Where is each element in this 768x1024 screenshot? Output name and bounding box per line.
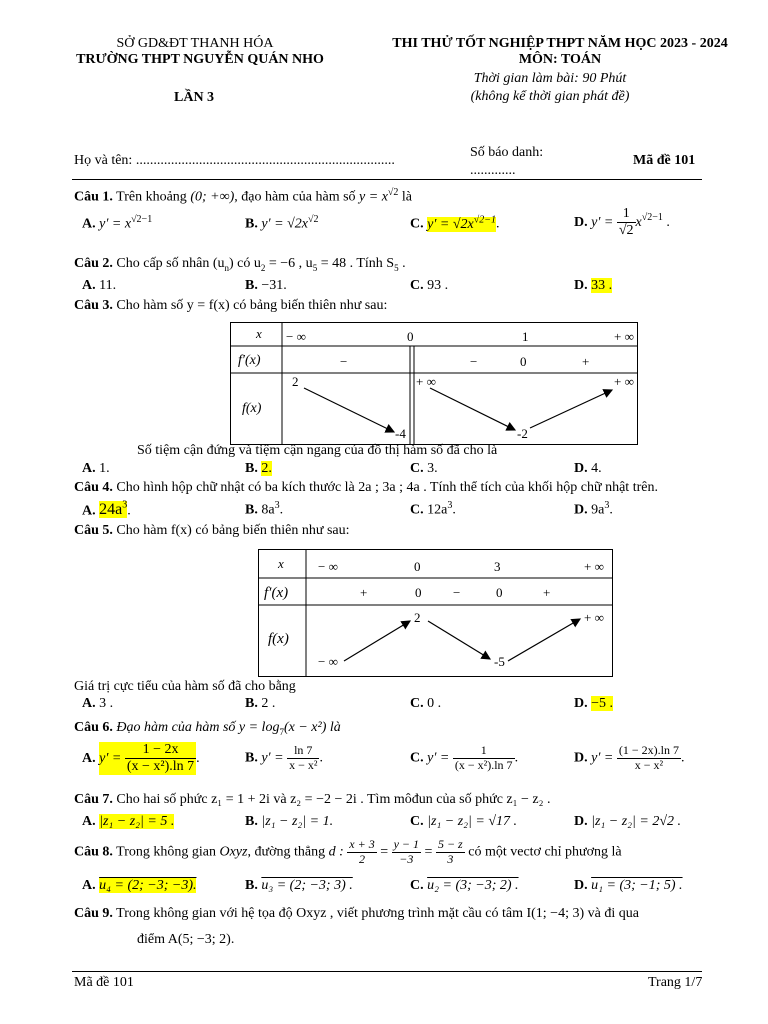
q4-option-d[interactable]: D. $9a^3$. (574, 500, 613, 518)
exam-round: LẦN 3 (174, 90, 215, 105)
subject: MÔN: TOÁN (518, 52, 602, 67)
sign: 0 (415, 585, 422, 600)
x-value: + ∞ (614, 329, 634, 344)
footer-divider (72, 971, 702, 972)
decrease-arrow (304, 388, 394, 432)
page-number: Trang 1/7 (648, 975, 703, 990)
increase-arrow (344, 621, 410, 661)
q5-option-d[interactable]: D. −5 . (574, 696, 614, 711)
sign: 0 (496, 585, 503, 600)
question-8: Câu 8. Trong không gian Oxyz, đường thẳng d : $\frac{x + 3}{2}$ = $\frac{y - 1}{-3}$ = $\frac{5 - z}{3}$ có một vectơ chỉ phương là (74, 837, 622, 866)
x-value: − ∞ (286, 329, 306, 344)
q1-option-a[interactable]: A. $y' = x^{√2-1}$ (82, 214, 153, 232)
sign: 0 (520, 354, 527, 369)
exam-title: THI THỬ TỐT NGHIỆP THPT NĂM HỌC 2023 - 2024 (392, 36, 728, 51)
sign: − (470, 354, 478, 369)
time-limit: Thời gian làm bài: 90 Phút (473, 71, 627, 86)
table-fp-header: f′(x) (264, 585, 289, 601)
x-value: 0 (407, 329, 414, 344)
x-value: 0 (414, 559, 421, 574)
q7-option-b[interactable]: B. |z₁ − z₂| = 1. (245, 814, 334, 829)
q3-option-c[interactable]: C. 3. (410, 461, 438, 476)
q2-option-b[interactable]: B. −31. (245, 278, 287, 293)
question-label: Câu 5. (74, 523, 113, 538)
table-x-header: x (256, 326, 262, 341)
question-4: Câu 4. Cho hình hộp chữ nhật có ba kích thước là 2a ; 3a ; 4a . Tính thể tích của khối hộp chữ nhật trên. (74, 480, 658, 495)
q5-option-c[interactable]: C. 0 . (410, 696, 442, 711)
question-label: Câu 4. (74, 480, 113, 495)
question-label: Câu 1. (74, 189, 113, 205)
q7-option-c[interactable]: C. |z₁ − z₂| = √17 . (410, 814, 518, 829)
x-value: 3 (494, 559, 501, 574)
q8-option-b[interactable]: B. u₃ = (2; −3; 3) . (245, 878, 353, 893)
x-value: 1 (522, 329, 529, 344)
q4-option-a[interactable]: A. $24a^3$. (82, 500, 131, 519)
sign: + (582, 354, 590, 369)
question-5: Câu 5. Cho hàm f(x) có bảng biến thiên như sau: (74, 523, 350, 538)
question-2: Câu 2. Cho cấp số nhân $(u_n)$ có $u_2 = -6$ , $u_5 = 48$ . Tính $S_5$ . (74, 256, 406, 273)
q1-option-c[interactable]: C. $y' = √2x^{√2-1}$. (410, 214, 500, 232)
f-value: -5 (494, 654, 505, 669)
question-9: Câu 9. Trong không gian với hệ tọa độ Oxyz , viết phương trình mặt cầu có tâm I(1; −4; 3) và đi qua (74, 906, 639, 921)
question-label: Câu 2. (74, 256, 113, 271)
candidate-id-dots: ............. (470, 163, 516, 178)
q3-option-b[interactable]: B. 2. (245, 461, 272, 476)
question-label: Câu 8. (74, 844, 113, 860)
q1-option-d[interactable]: D. y′ = $\frac{1}{√2}$ $x^{√2-1}$ . (574, 206, 670, 239)
question-label: Câu 9. (74, 906, 113, 921)
sign: + (543, 585, 551, 600)
f-value: + ∞ (584, 610, 604, 625)
q6-option-d[interactable]: D. y′ = $\frac{(1 - 2x).\ln 7}{\text{x − x²}}$ . (574, 743, 685, 772)
f-value: -2 (517, 426, 528, 441)
decrease-arrow (430, 388, 515, 430)
variation-table-q3 (230, 322, 638, 445)
question-label: Câu 7. (74, 792, 113, 807)
candidate-id-label: Số báo danh: (470, 145, 544, 160)
question-7: Câu 7. Cho hai số phức z₁ = 1 + 2i và z₂ = −2 − 2i . Tìm môđun của số phức z₁ − z₂ . (74, 792, 551, 807)
table-x-header: x (278, 556, 284, 571)
q7-option-a[interactable]: A. |z₁ − z₂| = 5 . (82, 814, 175, 829)
question-9-line-2: điểm A(5; −3; 2). (137, 932, 235, 947)
q3-option-a[interactable]: A. 1. (82, 461, 110, 476)
q7-option-d[interactable]: D. |z₁ − z₂| = 2√2 . (574, 814, 682, 829)
f-value: 2 (414, 610, 421, 625)
q8-option-c[interactable]: C. u₂ = (3; −3; 2) . (410, 878, 519, 893)
question-3: Câu 3. Cho hàm số y = f(x) có bảng biến thiên như sau: (74, 298, 388, 313)
variation-table-q5 (258, 549, 613, 677)
f-value: + ∞ (614, 374, 634, 389)
q4-option-c[interactable]: C. $12a^3$. (410, 500, 456, 518)
footer-exam-code: Mã đề 101 (74, 975, 134, 990)
q5-option-a[interactable]: A. 3 . (82, 696, 114, 711)
q5-option-b[interactable]: B. 2 . (245, 696, 276, 711)
question-3-prompt: Số tiệm cận đứng và tiệm cận ngang của đồ thị hàm số đã cho là (137, 443, 498, 458)
q6-option-b[interactable]: B. y′ = $\frac{\ln 7}{\text{x − x²}}$ . (245, 743, 323, 772)
question-label: Câu 3. (74, 298, 113, 313)
department-name: SỞ GD&ĐT THANH HÓA (116, 36, 274, 51)
f-value: − ∞ (318, 654, 338, 669)
q8-option-a[interactable]: A. u₄ = (2; −3; −3). (82, 878, 197, 893)
q3-option-d[interactable]: D. 4. (574, 461, 602, 476)
q8-option-d[interactable]: D. u₁ = (3; −1; 5) . (574, 878, 683, 893)
x-value: + ∞ (584, 559, 604, 574)
q4-option-b[interactable]: B. $8a^3$. (245, 500, 284, 518)
increase-arrow (530, 390, 612, 428)
table-fp-header: f′(x) (238, 353, 261, 368)
f-value: 2 (292, 374, 299, 389)
q6-option-a[interactable]: A. y′ = $\frac{1 - 2x}{\text{(x − x²).ln 7}}$ . (82, 742, 200, 775)
candidate-name-field: Họ và tên: .......................................................................... (74, 153, 395, 168)
school-name: TRƯỜNG THPT NGUYỄN QUÁN NHO (76, 52, 324, 67)
sign: + (360, 585, 368, 600)
sign: − (340, 354, 348, 369)
increase-arrow (508, 619, 580, 661)
time-note: (không kể thời gian phát đề) (470, 89, 630, 104)
header-divider (72, 179, 702, 180)
sign: − (453, 585, 461, 600)
q2-option-a[interactable]: A. 11. (82, 278, 117, 293)
exam-code: Mã đề 101 (633, 153, 696, 168)
q6-option-c[interactable]: C. y′ = $\frac{1}{\text{(x − x²).ln 7}}$ . (410, 743, 519, 772)
x-value: − ∞ (318, 559, 338, 574)
q1-option-b[interactable]: B. $y' = √2x^{√2}$ (245, 214, 319, 232)
q2-option-c[interactable]: C. 93 . (410, 278, 449, 293)
f-value: + ∞ (416, 374, 436, 389)
table-f-header: f(x) (242, 401, 262, 416)
table-f-header: f(x) (268, 631, 289, 647)
question-1: Câu 1. Trên khoảng (0; +∞), đạo hàm của hàm số $y = x^{√2}$ là (74, 187, 413, 205)
q2-option-d[interactable]: D. 33 . (574, 278, 613, 293)
question-6: Câu 6. Đạo hàm của hàm số $y = \log_7(x - x^2)$ là (74, 720, 341, 737)
decrease-arrow (428, 621, 490, 659)
question-label: Câu 6. (74, 720, 113, 735)
f-value: -4 (395, 426, 406, 441)
question-5-prompt: Giá trị cực tiểu của hàm số đã cho bằng (74, 679, 296, 694)
